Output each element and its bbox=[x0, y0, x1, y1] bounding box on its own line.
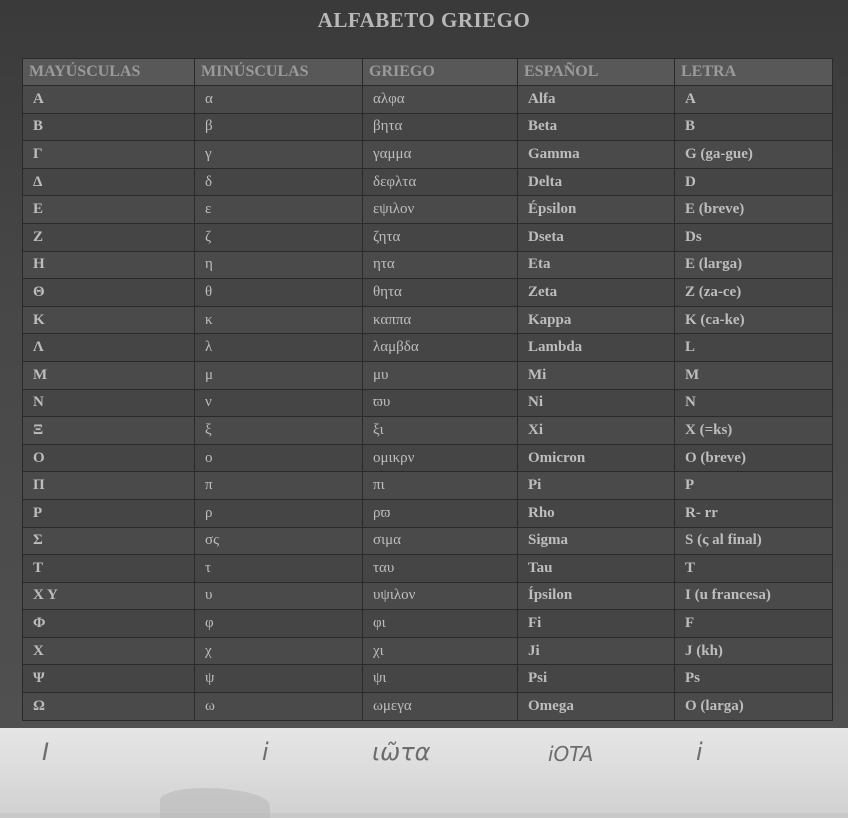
cell-mayuscula: Μ bbox=[23, 361, 195, 389]
cell-letra: J (kh) bbox=[675, 637, 833, 665]
cell-mayuscula: Γ bbox=[23, 141, 195, 169]
cell-letra: R- rr bbox=[675, 499, 833, 527]
cell-letra: I (u francesa) bbox=[675, 582, 833, 610]
col-header-minusculas: MINÚSCULAS bbox=[195, 59, 363, 86]
cell-griego: ψι bbox=[363, 665, 518, 693]
cell-mayuscula: Θ bbox=[23, 279, 195, 307]
cell-espanol: Lambda bbox=[518, 334, 675, 362]
table-row bbox=[23, 527, 833, 555]
cell-espanol: Zeta bbox=[518, 279, 675, 307]
table-row bbox=[23, 113, 833, 141]
cell-minuscula: λ bbox=[195, 334, 363, 362]
cell-minuscula: φ bbox=[195, 610, 363, 638]
cell-letra: D bbox=[675, 168, 833, 196]
cell-griego: φι bbox=[363, 610, 518, 638]
table-row bbox=[23, 306, 833, 334]
cell-espanol: Kappa bbox=[518, 306, 675, 334]
cell-minuscula: β bbox=[195, 113, 363, 141]
cell-letra: S (ς al final) bbox=[675, 527, 833, 555]
cell-minuscula: ψ bbox=[195, 665, 363, 693]
cell-minuscula: ρ bbox=[195, 499, 363, 527]
col-header-letra: LETRA bbox=[675, 59, 833, 86]
cell-griego: μυ bbox=[363, 361, 518, 389]
cell-espanol: Mi bbox=[518, 361, 675, 389]
table-row bbox=[23, 693, 833, 721]
cell-mayuscula: Ν bbox=[23, 389, 195, 417]
table-row bbox=[23, 555, 833, 583]
cell-espanol: Beta bbox=[518, 113, 675, 141]
cell-griego: γαμμα bbox=[363, 141, 518, 169]
cell-espanol: Tau bbox=[518, 555, 675, 583]
cell-griego: θητα bbox=[363, 279, 518, 307]
paper-smudge bbox=[160, 788, 270, 818]
cell-espanol: Fi bbox=[518, 610, 675, 638]
cell-letra: N bbox=[675, 389, 833, 417]
cell-minuscula: ζ bbox=[195, 223, 363, 251]
cell-letra: O (breve) bbox=[675, 444, 833, 472]
table-row bbox=[23, 168, 833, 196]
table-row bbox=[23, 417, 833, 445]
cell-mayuscula: Ω bbox=[23, 693, 195, 721]
cell-espanol: Dseta bbox=[518, 223, 675, 251]
cell-griego: χι bbox=[363, 637, 518, 665]
cell-espanol: Sigma bbox=[518, 527, 675, 555]
cell-griego: βητα bbox=[363, 113, 518, 141]
cell-letra: Ds bbox=[675, 223, 833, 251]
cell-letra: P bbox=[675, 472, 833, 500]
cell-minuscula: ν bbox=[195, 389, 363, 417]
cell-espanol: Omicron bbox=[518, 444, 675, 472]
cell-mayuscula: Π bbox=[23, 472, 195, 500]
table-row bbox=[23, 361, 833, 389]
handwritten-greek: ιῶτα bbox=[372, 738, 431, 766]
greek-alphabet-table bbox=[22, 58, 833, 721]
table-row bbox=[23, 610, 833, 638]
cell-mayuscula: Χ Υ bbox=[23, 582, 195, 610]
cell-minuscula: ω bbox=[195, 693, 363, 721]
cell-minuscula: η bbox=[195, 251, 363, 279]
cell-griego: εψιλον bbox=[363, 196, 518, 224]
cell-mayuscula: Ρ bbox=[23, 499, 195, 527]
cell-letra: T bbox=[675, 555, 833, 583]
cell-espanol: Rho bbox=[518, 499, 675, 527]
handwritten-spanish: iOTA bbox=[548, 742, 594, 766]
table-row bbox=[23, 141, 833, 169]
cell-espanol: Pi bbox=[518, 472, 675, 500]
cell-minuscula: π bbox=[195, 472, 363, 500]
cell-minuscula: χ bbox=[195, 637, 363, 665]
cell-mayuscula: Χ bbox=[23, 637, 195, 665]
col-header-mayusculas: MAYÚSCULAS bbox=[23, 59, 195, 86]
cell-letra: B bbox=[675, 113, 833, 141]
cell-minuscula: μ bbox=[195, 361, 363, 389]
cell-espanol: Omega bbox=[518, 693, 675, 721]
header-row bbox=[23, 59, 833, 86]
cell-griego: ταυ bbox=[363, 555, 518, 583]
cell-mayuscula: Φ bbox=[23, 610, 195, 638]
handwritten-uppercase: I bbox=[42, 738, 50, 766]
cell-griego: ωμεγα bbox=[363, 693, 518, 721]
cell-griego: ξι bbox=[363, 417, 518, 445]
cell-espanol: Ji bbox=[518, 637, 675, 665]
cell-griego: υψιλον bbox=[363, 582, 518, 610]
cell-mayuscula: Ε bbox=[23, 196, 195, 224]
cell-espanol: Alfa bbox=[518, 86, 675, 114]
cell-griego: ρϖ bbox=[363, 499, 518, 527]
table-row bbox=[23, 279, 833, 307]
cell-mayuscula: Τ bbox=[23, 555, 195, 583]
col-header-griego: GRIEGO bbox=[363, 59, 518, 86]
table-row bbox=[23, 389, 833, 417]
cell-minuscula: τ bbox=[195, 555, 363, 583]
cell-griego: λαμβδα bbox=[363, 334, 518, 362]
page-title: ALFABETO GRIEGO bbox=[317, 8, 531, 32]
table-row bbox=[23, 472, 833, 500]
cell-espanol: Xi bbox=[518, 417, 675, 445]
cell-griego: αλφα bbox=[363, 86, 518, 114]
cell-espanol: Épsilon bbox=[518, 196, 675, 224]
cell-espanol: Ni bbox=[518, 389, 675, 417]
table-row bbox=[23, 582, 833, 610]
table-row bbox=[23, 223, 833, 251]
cell-letra: G (ga-gue) bbox=[675, 141, 833, 169]
cell-letra: M bbox=[675, 361, 833, 389]
cell-espanol: Delta bbox=[518, 168, 675, 196]
table-row bbox=[23, 444, 833, 472]
cell-minuscula: σς bbox=[195, 527, 363, 555]
cell-minuscula: θ bbox=[195, 279, 363, 307]
cell-minuscula: κ bbox=[195, 306, 363, 334]
cell-espanol: Ípsilon bbox=[518, 582, 675, 610]
cell-mayuscula: Ψ bbox=[23, 665, 195, 693]
handwritten-letter: i bbox=[696, 738, 703, 766]
cell-minuscula: ε bbox=[195, 196, 363, 224]
cell-mayuscula: Β bbox=[23, 113, 195, 141]
table-row bbox=[23, 334, 833, 362]
table-row bbox=[23, 251, 833, 279]
table-row bbox=[23, 86, 833, 114]
cell-griego: πι bbox=[363, 472, 518, 500]
cell-letra: L bbox=[675, 334, 833, 362]
cell-letra: E (larga) bbox=[675, 251, 833, 279]
cell-griego: καππα bbox=[363, 306, 518, 334]
cell-espanol: Psi bbox=[518, 665, 675, 693]
handwritten-lowercase: i bbox=[262, 738, 269, 766]
table-row bbox=[23, 196, 833, 224]
cell-minuscula: α bbox=[195, 86, 363, 114]
table-body bbox=[23, 86, 833, 721]
cell-griego: σιμα bbox=[363, 527, 518, 555]
cell-letra: Ps bbox=[675, 665, 833, 693]
cell-letra: Z (za-ce) bbox=[675, 279, 833, 307]
cell-espanol: Eta bbox=[518, 251, 675, 279]
cell-letra: E (breve) bbox=[675, 196, 833, 224]
cell-letra: O (larga) bbox=[675, 693, 833, 721]
cell-letra: X (=ks) bbox=[675, 417, 833, 445]
col-header-espanol: ESPAÑOL bbox=[518, 59, 675, 86]
handwritten-notes bbox=[0, 728, 848, 813]
cell-mayuscula: Ξ bbox=[23, 417, 195, 445]
cell-letra: K (ca-ke) bbox=[675, 306, 833, 334]
cell-mayuscula: Ο bbox=[23, 444, 195, 472]
cell-griego: ητα bbox=[363, 251, 518, 279]
cell-mayuscula: Α bbox=[23, 86, 195, 114]
cell-griego: ϖυ bbox=[363, 389, 518, 417]
cell-letra: A bbox=[675, 86, 833, 114]
cell-minuscula: υ bbox=[195, 582, 363, 610]
cell-mayuscula: Η bbox=[23, 251, 195, 279]
cell-griego: δεφλτα bbox=[363, 168, 518, 196]
cell-letra: F bbox=[675, 610, 833, 638]
table-row bbox=[23, 499, 833, 527]
table-row bbox=[23, 637, 833, 665]
cell-mayuscula: Κ bbox=[23, 306, 195, 334]
cell-mayuscula: Λ bbox=[23, 334, 195, 362]
cell-espanol: Gamma bbox=[518, 141, 675, 169]
table-row bbox=[23, 665, 833, 693]
cell-griego: ομικρν bbox=[363, 444, 518, 472]
cell-minuscula: ξ bbox=[195, 417, 363, 445]
cell-mayuscula: Δ bbox=[23, 168, 195, 196]
cell-mayuscula: Σ bbox=[23, 527, 195, 555]
cell-minuscula: ο bbox=[195, 444, 363, 472]
cell-griego: ζητα bbox=[363, 223, 518, 251]
cell-minuscula: γ bbox=[195, 141, 363, 169]
cell-minuscula: δ bbox=[195, 168, 363, 196]
cell-mayuscula: Ζ bbox=[23, 223, 195, 251]
